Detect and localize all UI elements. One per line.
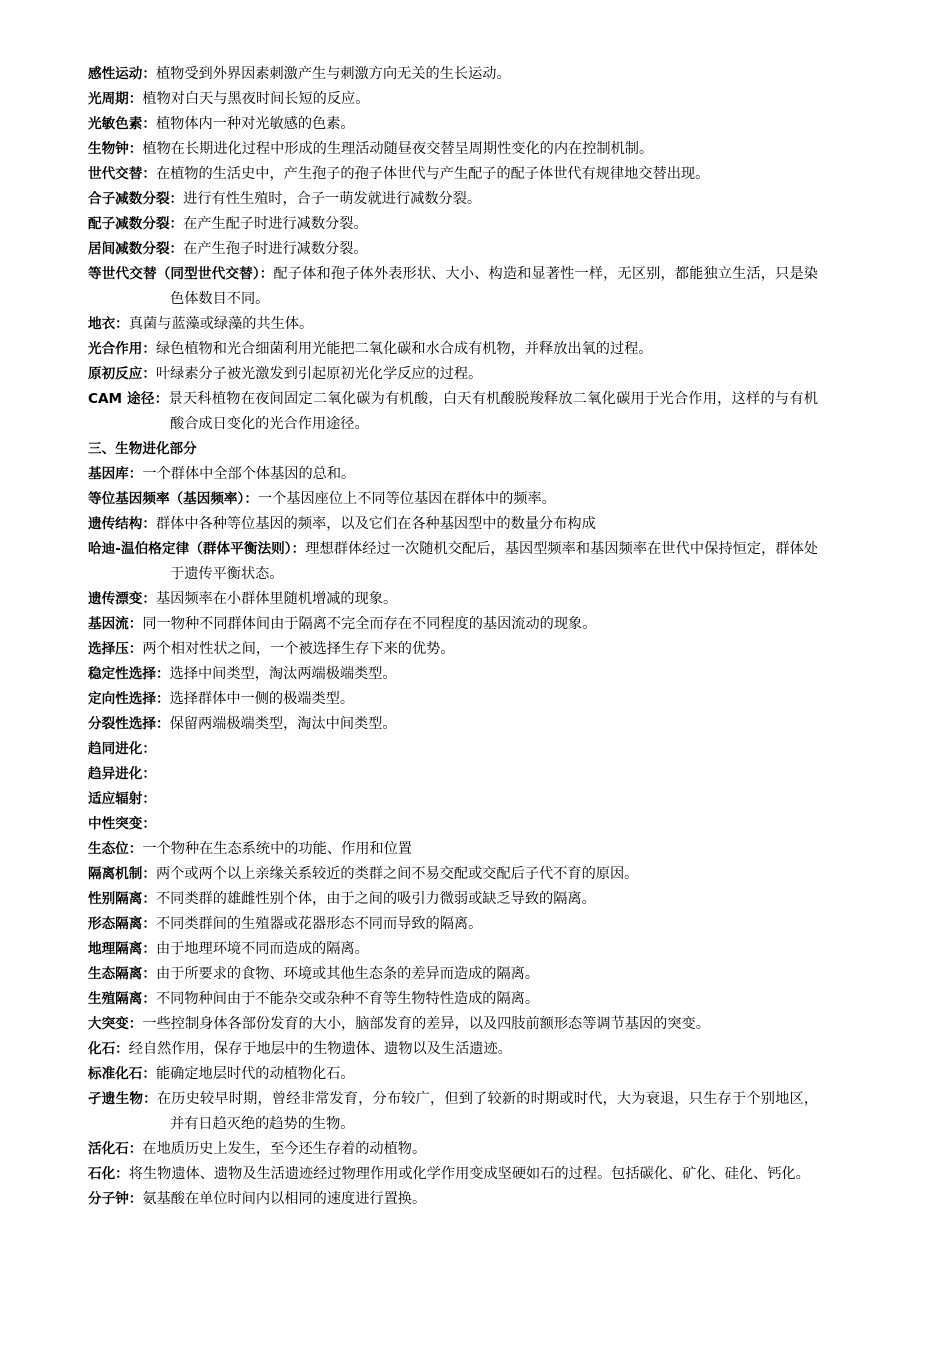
entry-term: 光周期：: [88, 91, 143, 107]
entry-term: 基因流：: [88, 616, 143, 632]
entry-term: 中性突变：: [88, 816, 156, 832]
entry-term: 等位基因频率（基因频率）：: [88, 491, 258, 507]
entry-term: 生物钟：: [88, 141, 143, 157]
entry-definition: 不同类群间的生殖器或花器形态不同而导致的隔离。: [155, 916, 483, 932]
glossary-entry: [88, 187, 818, 212]
glossary-entry: [88, 212, 818, 237]
entry-term: 生态位：: [88, 841, 143, 857]
entry-definition: 选择群体中一侧的极端类型。: [169, 691, 355, 707]
entry-definition: 植物体内一种对光敏感的色素。: [155, 116, 355, 132]
entry-definition: 在地质历史上发生，至今还生存着的动植物。: [142, 1141, 427, 1157]
entry-definition: 在历史较早时期，曾经非常发育，分布较广，但到了较新的时期或时代，大为衰退，只生存于个别地区，并有日趋灭绝的趋势的生物。: [156, 1091, 819, 1132]
entry-definition: 由于所要求的食物、环境或其他生态条的差异而造成的隔离。: [155, 966, 540, 982]
entry-definition: 不同类群的雄雌性别个体，由于之间的吸引力微弱或缺乏导致的隔离。: [155, 891, 596, 907]
glossary-entry: [88, 112, 818, 137]
glossary-entry: [88, 1137, 818, 1162]
glossary-entry: [88, 312, 818, 337]
entry-definition: 植物在长期进化过程中形成的生理活动随昼夜交替呈周期性变化的内在控制机制。: [142, 141, 654, 157]
glossary-entry: [88, 362, 818, 387]
entry-term: 遗传漂变：: [88, 591, 156, 607]
entry-definition: 进行有性生殖时，合子一萌发就进行减数分裂。: [183, 191, 482, 207]
entry-term: 大突变：: [88, 1016, 143, 1032]
glossary-entry: [88, 1162, 818, 1187]
entry-term: CAM 途径：: [88, 391, 169, 407]
entry-term: 等世代交替（同型世代交替）：: [88, 266, 274, 282]
glossary-entry: [88, 87, 818, 112]
entry-definition: 两个相对性状之间，一个被选择生存下来的优势。: [142, 641, 455, 657]
glossary-entry: [88, 862, 818, 887]
entry-definition: 植物受到外界因素刺激产生与刺激方向无关的生长运动。: [155, 66, 511, 82]
entry-definition: 在产生孢子时进行减数分裂。: [183, 241, 368, 257]
glossary-entry: [88, 137, 818, 162]
entry-definition: 在产生配子时进行减数分裂。: [183, 216, 368, 232]
glossary-entry: [88, 737, 818, 762]
entry-term: 活化石：: [88, 1141, 143, 1157]
entry-definition: 理想群体经过一次随机交配后，基因型频率和基因频率在世代中保持恒定，群体处于遗传平衡状态。: [170, 541, 818, 582]
glossary-entry: [88, 1037, 818, 1062]
glossary-entry: [88, 1012, 818, 1037]
entry-term: 光合作用：: [88, 341, 156, 357]
glossary-entry: [88, 1187, 818, 1212]
entry-definition: 真菌与蓝藻或绿藻的共生体。: [128, 316, 314, 332]
glossary-entry: [88, 237, 818, 262]
glossary-entry: [88, 1062, 818, 1087]
entry-definition: 叶绿素分子被光激发到引起原初光化学反应的过程。: [155, 366, 483, 382]
entry-definition: 一个物种在生态系统中的功能、作用和位置: [142, 841, 412, 857]
entry-term: 稳定性选择：: [88, 666, 170, 682]
entry-definition: 两个或两个以上亲缘关系较近的类群之间不易交配或交配后子代不育的原因。: [155, 866, 639, 882]
glossary-entry: [88, 462, 818, 487]
entry-definition: 不同物种间由于不能杂交或杂种不育等生物特性造成的隔离。: [155, 991, 540, 1007]
glossary-entry: [88, 662, 818, 687]
entry-term: 定向性选择：: [88, 691, 170, 707]
glossary-entry: [88, 912, 818, 937]
entry-term: 适应辐射：: [88, 791, 156, 807]
glossary-entry: [88, 1087, 818, 1137]
entry-definition: 一个基因座位上不同等位基因在群体中的频率。: [257, 491, 556, 507]
glossary-entry: [88, 487, 818, 512]
glossary-entry: [88, 512, 818, 537]
entry-definition: 氨基酸在单位时间内以相同的速度进行置换。: [142, 1191, 427, 1207]
entry-term: 地理隔离：: [88, 941, 156, 957]
glossary-entry: [88, 837, 818, 862]
entry-term: 合子减数分裂：: [88, 191, 184, 207]
entry-term: 配子减数分裂：: [88, 216, 184, 232]
entry-definition: 基因频率在小群体里随机增减的现象。: [155, 591, 398, 607]
entry-term: 石化：: [88, 1166, 129, 1182]
entry-term: 基因库：: [88, 466, 143, 482]
entry-term: 趋同进化：: [88, 741, 156, 757]
entry-definition: 在植物的生活史中，产生孢子的孢子体世代与产生配子的配子体世代有规律地交替出现。: [155, 166, 710, 182]
entry-term: 原初反应：: [88, 366, 156, 382]
entry-term: 分裂性选择：: [88, 716, 170, 732]
glossary-entry: [88, 637, 818, 662]
glossary-entry: [88, 787, 818, 812]
glossary-entry: [88, 587, 818, 612]
entry-definition: 由于地理环境不同而造成的隔离。: [155, 941, 369, 957]
glossary-entry: [88, 887, 818, 912]
entry-definition: 一个群体中全部个体基因的总和。: [142, 466, 356, 482]
entry-definition: 景天科植物在夜间固定二氧化碳为有机酸，白天有机酸脱羧释放二氧化碳用于光合作用，这样的与有机酸合成日变化的光合作用途径。: [168, 391, 818, 432]
glossary-entry: [88, 162, 818, 187]
entry-term: 分子钟：: [88, 1191, 143, 1207]
glossary-entry: [88, 762, 818, 787]
document-page: [88, 62, 818, 1212]
glossary-entry: [88, 962, 818, 987]
entry-definition: 一些控制身体各部份发育的大小，脑部发育的差异，以及四肢前额形态等调节基因的突变。: [142, 1016, 710, 1032]
entry-term: 标准化石：: [88, 1066, 156, 1082]
glossary-entry: [88, 937, 818, 962]
entry-definition: 配子体和孢子体外表形状、大小、构造和显著性一样，无区别，都能独立生活，只是染色体数目不同。: [170, 266, 818, 307]
entry-term: 趋异进化：: [88, 766, 156, 782]
entry-definition: 植物对白天与黑夜时间长短的反应。: [142, 91, 370, 107]
glossary-entry: [88, 62, 818, 87]
entry-term: 生态隔离：: [88, 966, 156, 982]
glossary-entry: [88, 537, 818, 587]
entry-term: 性别隔离：: [88, 891, 156, 907]
section-heading: 三、生物进化部分: [88, 441, 197, 457]
entry-definition: 保留两端极端类型，淘汰中间类型。: [169, 716, 397, 732]
entry-definition: 同一物种不同群体间由于隔离不完全而存在不同程度的基因流动的现象。: [142, 616, 597, 632]
entry-term: 居间减数分裂：: [88, 241, 184, 257]
glossary-entry: [88, 387, 818, 437]
entry-definition: 经自然作用，保存于地层中的生物遗体、遗物以及生活遗迹。: [128, 1041, 512, 1057]
glossary-entry: [88, 337, 818, 362]
entry-term: 孑遗生物：: [88, 1091, 157, 1107]
entry-term: 感性运动：: [88, 66, 156, 82]
entry-term: 化石：: [88, 1041, 129, 1057]
entry-definition: 群体中各种等位基因的频率，以及它们在各种基因型中的数量分布构成: [155, 516, 596, 532]
entry-term: 遗传结构：: [88, 516, 156, 532]
glossary-entry: [88, 262, 818, 312]
entry-term: 生殖隔离：: [88, 991, 156, 1007]
glossary-entry: [88, 812, 818, 837]
entry-definition: 选择中间类型，淘汰两端极端类型。: [169, 666, 397, 682]
entry-definition: 绿色植物和光合细菌利用光能把二氧化碳和水合成有机物，并释放出氧的过程。: [155, 341, 653, 357]
entry-definition: 将生物遗体、遗物及生活遗迹经过物理作用或化学作用变成坚硬如石的过程。包括碳化、矿化、硅化、钙化。: [128, 1166, 810, 1182]
glossary-entry: [88, 712, 818, 737]
entry-term: 世代交替：: [88, 166, 156, 182]
entry-term: 选择压：: [88, 641, 143, 657]
glossary-entry: [88, 987, 818, 1012]
entry-term: 光敏色素：: [88, 116, 156, 132]
entry-term: 哈迪-温伯格定律（群体平衡法则）：: [88, 541, 306, 557]
glossary-entry: [88, 687, 818, 712]
entry-term: 隔离机制：: [88, 866, 156, 882]
entry-definition: 能确定地层时代的动植物化石。: [155, 1066, 355, 1082]
entry-term: 地衣：: [88, 316, 129, 332]
entry-term: 形态隔离：: [88, 916, 156, 932]
glossary-entry: [88, 612, 818, 637]
